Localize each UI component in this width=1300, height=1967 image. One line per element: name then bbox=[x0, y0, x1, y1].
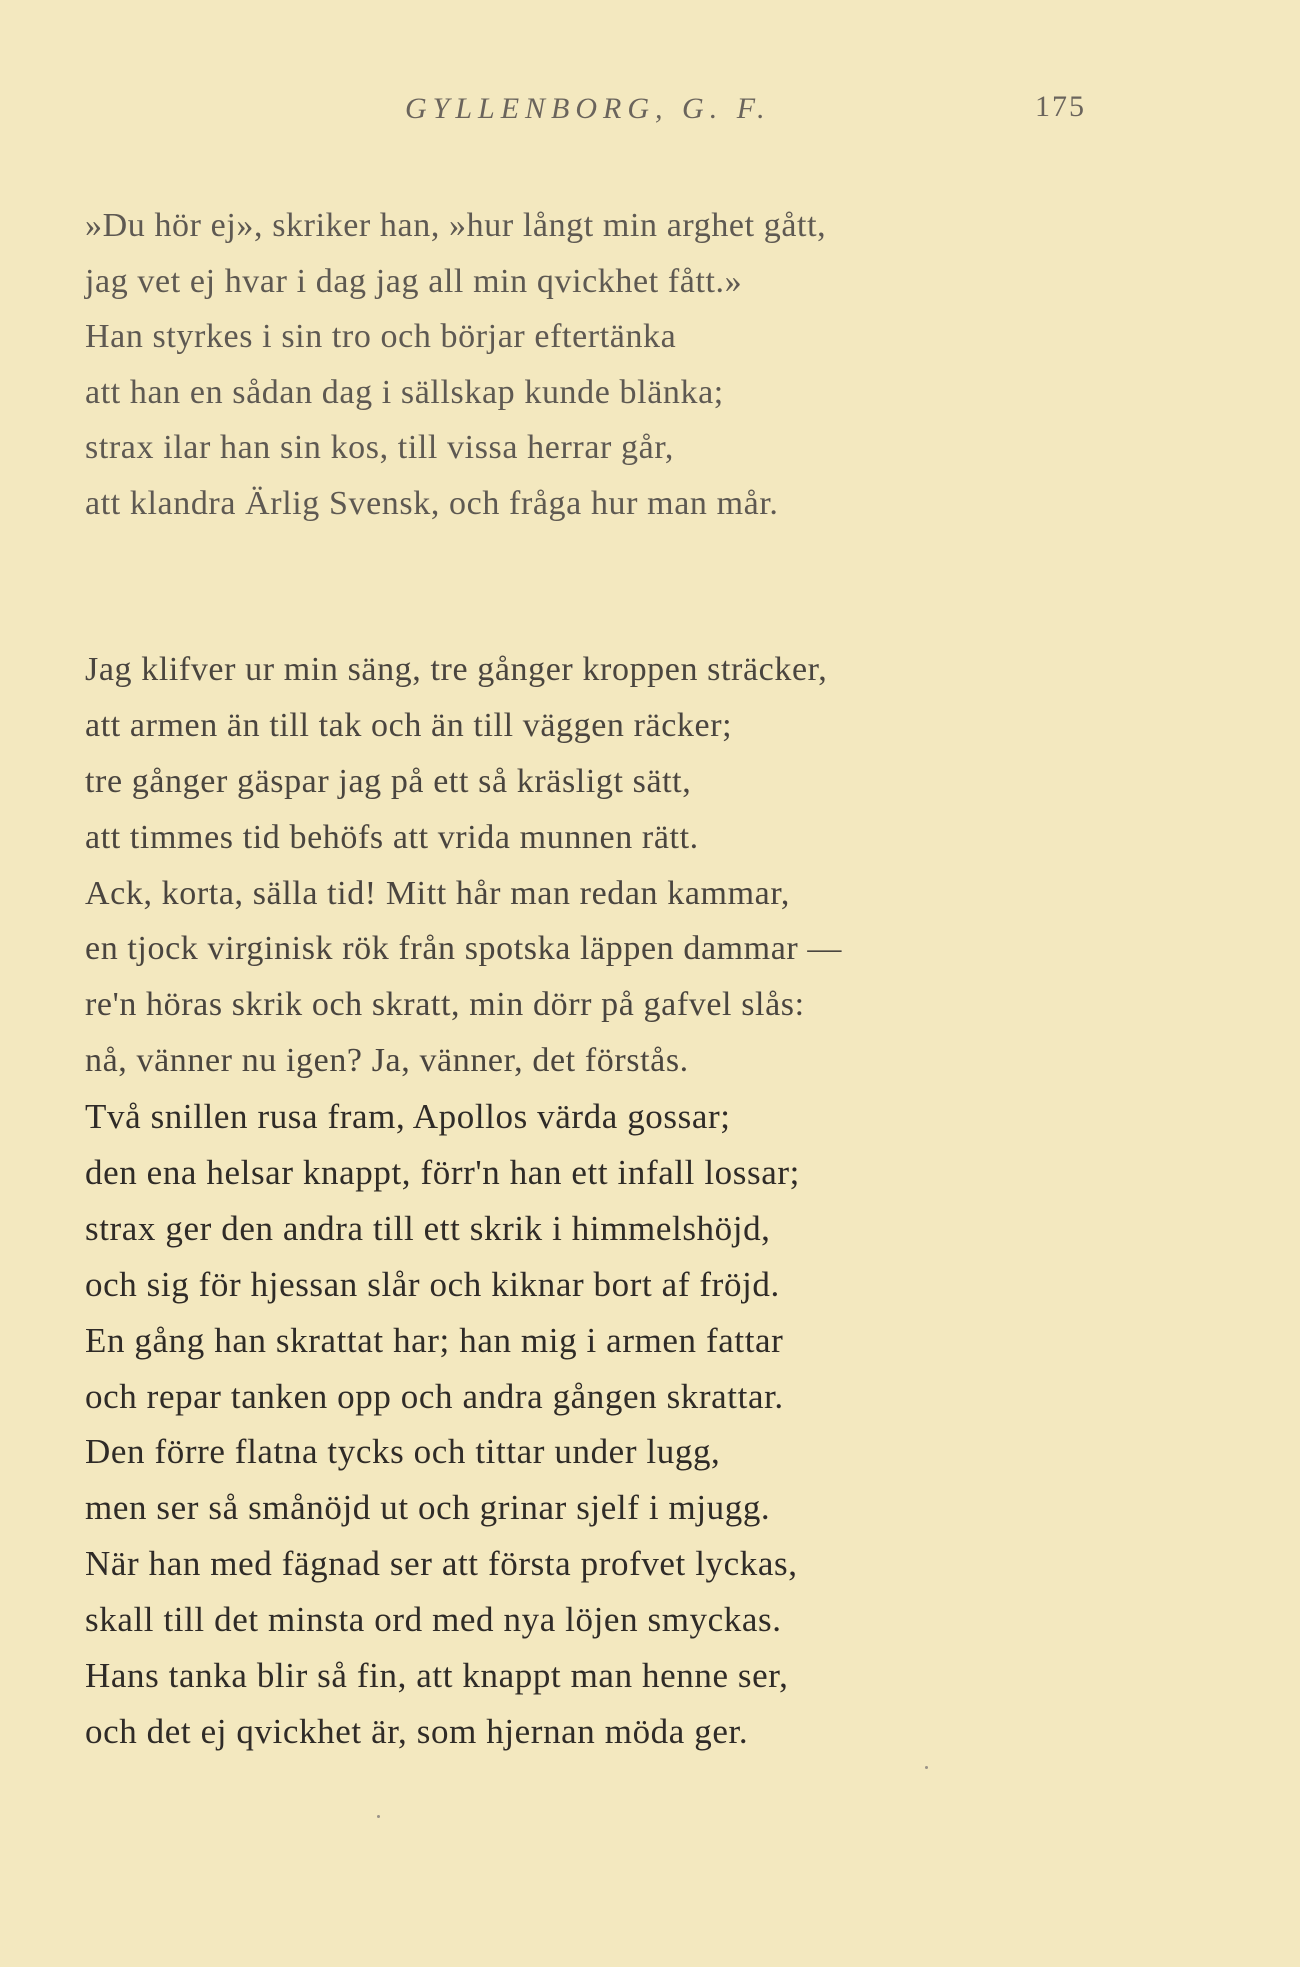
verse-line: och repar tanken opp och andra gången skrattar. bbox=[85, 1376, 784, 1416]
running-head: GYLLENBORG, G. F. bbox=[405, 92, 771, 125]
verse-line: skall till det minsta ord med nya löjen smyckas. bbox=[85, 1600, 782, 1640]
paper-speck bbox=[925, 1766, 928, 1769]
verse-line: och sig för hjessan slår och kiknar bort af fröjd. bbox=[85, 1264, 780, 1304]
verse-line: Jag klifver ur min säng, tre gånger kroppen sträcker, bbox=[85, 651, 828, 688]
paper-speck bbox=[377, 1815, 380, 1818]
verse-line: att klandra Ärlig Svensk, och fråga hur man mår. bbox=[85, 484, 779, 522]
page-number: 175 bbox=[1035, 90, 1086, 123]
verse-line: Ack, korta, sälla tid! Mitt hår man redan kammar, bbox=[85, 874, 790, 912]
verse-line: Han styrkes i sin tro och börjar eftertänka bbox=[85, 318, 677, 355]
verse-line: re'n höras skrik och skratt, min dörr på gafvel slås: bbox=[85, 986, 805, 1024]
verse-line: Hans tanka blir så fin, att knappt man henne ser, bbox=[85, 1656, 789, 1696]
verse-line: »Du hör ej», skriker han, »hur långt min arghet gått, bbox=[85, 207, 827, 244]
verse-line: en tjock virginisk rök från spotska läppen dammar — bbox=[85, 930, 843, 968]
verse-line: att han en sådan dag i sällskap kunde blänka; bbox=[85, 373, 724, 411]
verse-line: Två snillen rusa fram, Apollos värda gossar; bbox=[85, 1097, 731, 1137]
verse-line: strax ilar han sin kos, till vissa herrar går, bbox=[85, 429, 674, 466]
verse-line: strax ger den andra till ett skrik i himmelshöjd, bbox=[85, 1208, 771, 1248]
stanza-1 bbox=[85, 198, 826, 531]
verse-line: men ser så smånöjd ut och grinar sjelf i mjugg. bbox=[85, 1488, 771, 1528]
verse-line: att armen än till tak och än till väggen räcker; bbox=[85, 706, 733, 744]
verse-line: nå, vänner nu igen? Ja, vänner, det förstås. bbox=[85, 1042, 689, 1080]
verse-line: Den förre flatna tycks och tittar under lugg, bbox=[85, 1432, 721, 1472]
verse-line: och det ej qvickhet är, som hjernan möda ger. bbox=[85, 1711, 749, 1751]
verse-line: jag vet ej hvar i dag jag all min qvickhet fått.» bbox=[85, 262, 743, 300]
stanza-2 bbox=[85, 642, 842, 1760]
verse-line: att timmes tid behöfs att vrida munnen rätt. bbox=[85, 818, 699, 856]
verse-line: En gång han skrattat har; han mig i armen fattar bbox=[85, 1320, 784, 1360]
verse-line: den ena helsar knappt, förr'n han ett infall lossar; bbox=[85, 1153, 800, 1193]
verse-line: När han med fägnad ser att första profvet lyckas, bbox=[85, 1544, 798, 1584]
verse-line: tre gånger gäspar jag på ett så kräsligt sätt, bbox=[85, 762, 692, 800]
